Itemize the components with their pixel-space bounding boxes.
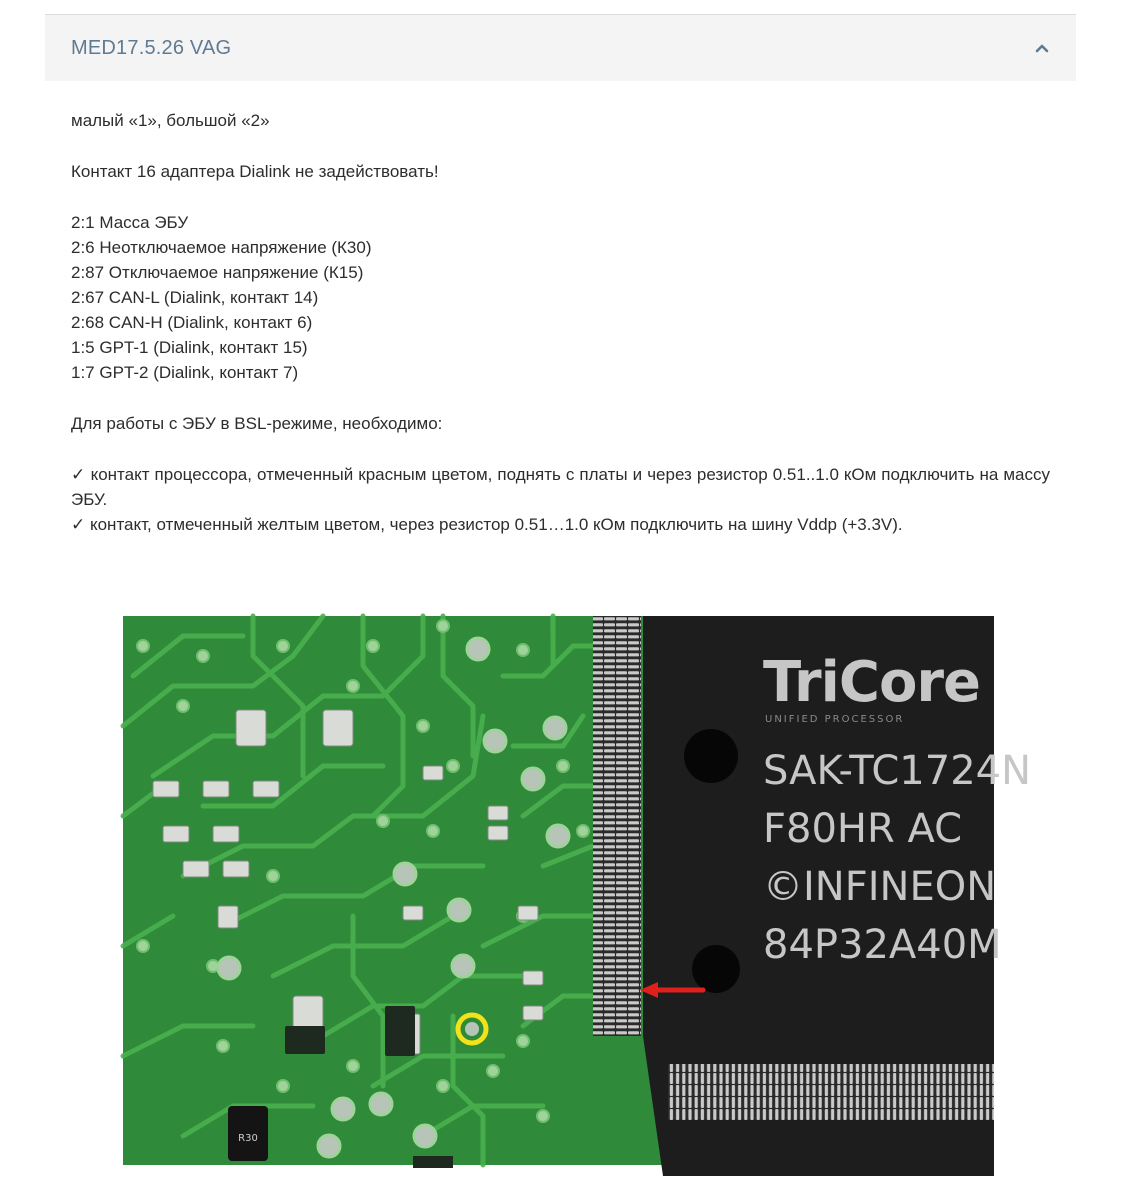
pin-item: 2:67 CAN-L (Dialink, контакт 14) (71, 288, 319, 307)
chip-part-number: SAK-TC1724N (763, 748, 1032, 794)
pin-item: 1:5 GPT-1 (Dialink, контакт 15) (71, 338, 308, 357)
pin-item: 1:7 GPT-2 (Dialink, контакт 7) (71, 363, 299, 382)
chip-brand: TriCore (763, 650, 981, 715)
intro-text: малый «1», большой «2» (71, 111, 270, 130)
pin-list (71, 210, 1050, 385)
chip-subtitle: UNIFIED PROCESSOR (765, 714, 905, 725)
chip-maker: ©INFINEON (763, 864, 997, 910)
pin-item: 2:1 Масса ЭБУ (71, 213, 189, 232)
accordion-panel (45, 14, 1076, 537)
chip-code: 84P32A40M (763, 922, 1002, 968)
pin-item: 2:87 Отключаемое напряжение (К15) (71, 263, 364, 282)
chevron-up-icon[interactable] (1034, 40, 1050, 56)
pin-item: 2:6 Неотключаемое напряжение (К30) (71, 238, 372, 257)
pcb-photo (123, 616, 1032, 1165)
svg-text:R30: R30 (238, 1133, 258, 1144)
warning-text: Контакт 16 адаптера Dialink не задействовать! (71, 162, 439, 181)
step-item: ✓ контакт, отмеченный желтым цветом, через резистор 0.51…1.0 кОм подключить на шину Vddp (+3.3V). (71, 515, 903, 534)
bsl-heading: Для работы с ЭБУ в BSL-режиме, необходимо: (71, 414, 443, 433)
chip-lot-code: F80HR AC (763, 806, 963, 852)
pin-item: 2:68 CAN-H (Dialink, контакт 6) (71, 313, 313, 332)
accordion-header[interactable] (45, 14, 1076, 81)
panel-body (45, 81, 1076, 537)
panel-title: MED17.5.26 VAG (71, 36, 232, 59)
step-item: ✓ контакт процессора, отмеченный красным цветом, поднять с платы и через резистор 0.51..1.0 кОм подключить на массу ЭБУ. (71, 465, 1050, 509)
